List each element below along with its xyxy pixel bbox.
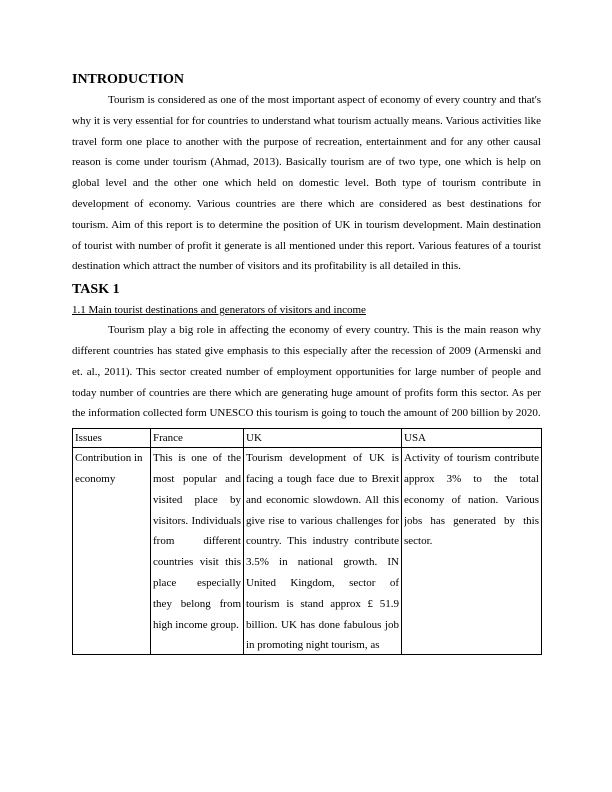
task1-subheading: 1.1 Main tourist destinations and generators of visitors and income (72, 304, 366, 317)
cell-issue-text: Contribution in economy (75, 452, 143, 485)
table-row (73, 448, 542, 655)
table-header-issues: Issues (73, 429, 151, 448)
table-cell-issue (73, 448, 151, 655)
introduction-heading: INTRODUCTION (72, 72, 185, 87)
table-cell-uk (244, 448, 402, 655)
table-header-row (73, 429, 542, 448)
task1-heading: TASK 1 (72, 282, 120, 298)
document-page (72, 70, 541, 655)
table-cell-usa (402, 448, 542, 655)
cell-usa-text: Activity of tourism contribute approx 3% to the total economy of nation. Various jobs has generated by this sector. (404, 452, 539, 548)
task1-paragraph: Tourism play a big role in affecting the economy of every country. This is the main reason why different countries has stated give emphasis to this especially after the recession of 2009 (Armenski and et. al., 2011). This sector created number of employment opportunities for large number of people and today number of countries are there which are generating huge amount of profits form this sector. As per the information collected form UNESCO this tourism is going to touch the amount of 200 billion by 2020. (72, 324, 541, 420)
table-cell-france (151, 448, 244, 655)
cell-france-text: This is one of the most popular and visited place by visitors. Individuals from different countries visit this place especially they belong from high income group. (153, 452, 241, 631)
issues-table (72, 428, 542, 655)
table-header-uk: UK (244, 429, 402, 448)
cell-uk-text: Tourism development of UK is facing a tough face due to Brexit and economic slowdown. All this give rise to various challenges for country. This industry contribute 3.5% in national growth. IN United Kingdom, sector of tourism is stand approx £ 51.9 billion. UK has done fabulous job in promoting night tourism, as (246, 452, 399, 652)
table-header-usa: USA (402, 429, 542, 448)
table-header-france: France (151, 429, 244, 448)
introduction-paragraph: Tourism is considered as one of the most important aspect of economy of every country and that's why it is very essential for for countries to understand what tourism actually means. Various activities like travel form one place to another with the purpose of recreation, entertainment and for any other causal reason is come under tourism (Ahmad, 2013). Basically tourism are of two type, one which is help on global level and the other one which held on domestic level. Both type of tourism contribute in development of economy. Various countries are there which are considered as best destinations for tourism. Aim of this report is to determine the position of UK in tourism development. Main destination of tourist with number of profit it generate is all mentioned under this report. Various features of a tourist destination which attract the number of visitors and its profitability is all detailed in this. (72, 94, 541, 273)
